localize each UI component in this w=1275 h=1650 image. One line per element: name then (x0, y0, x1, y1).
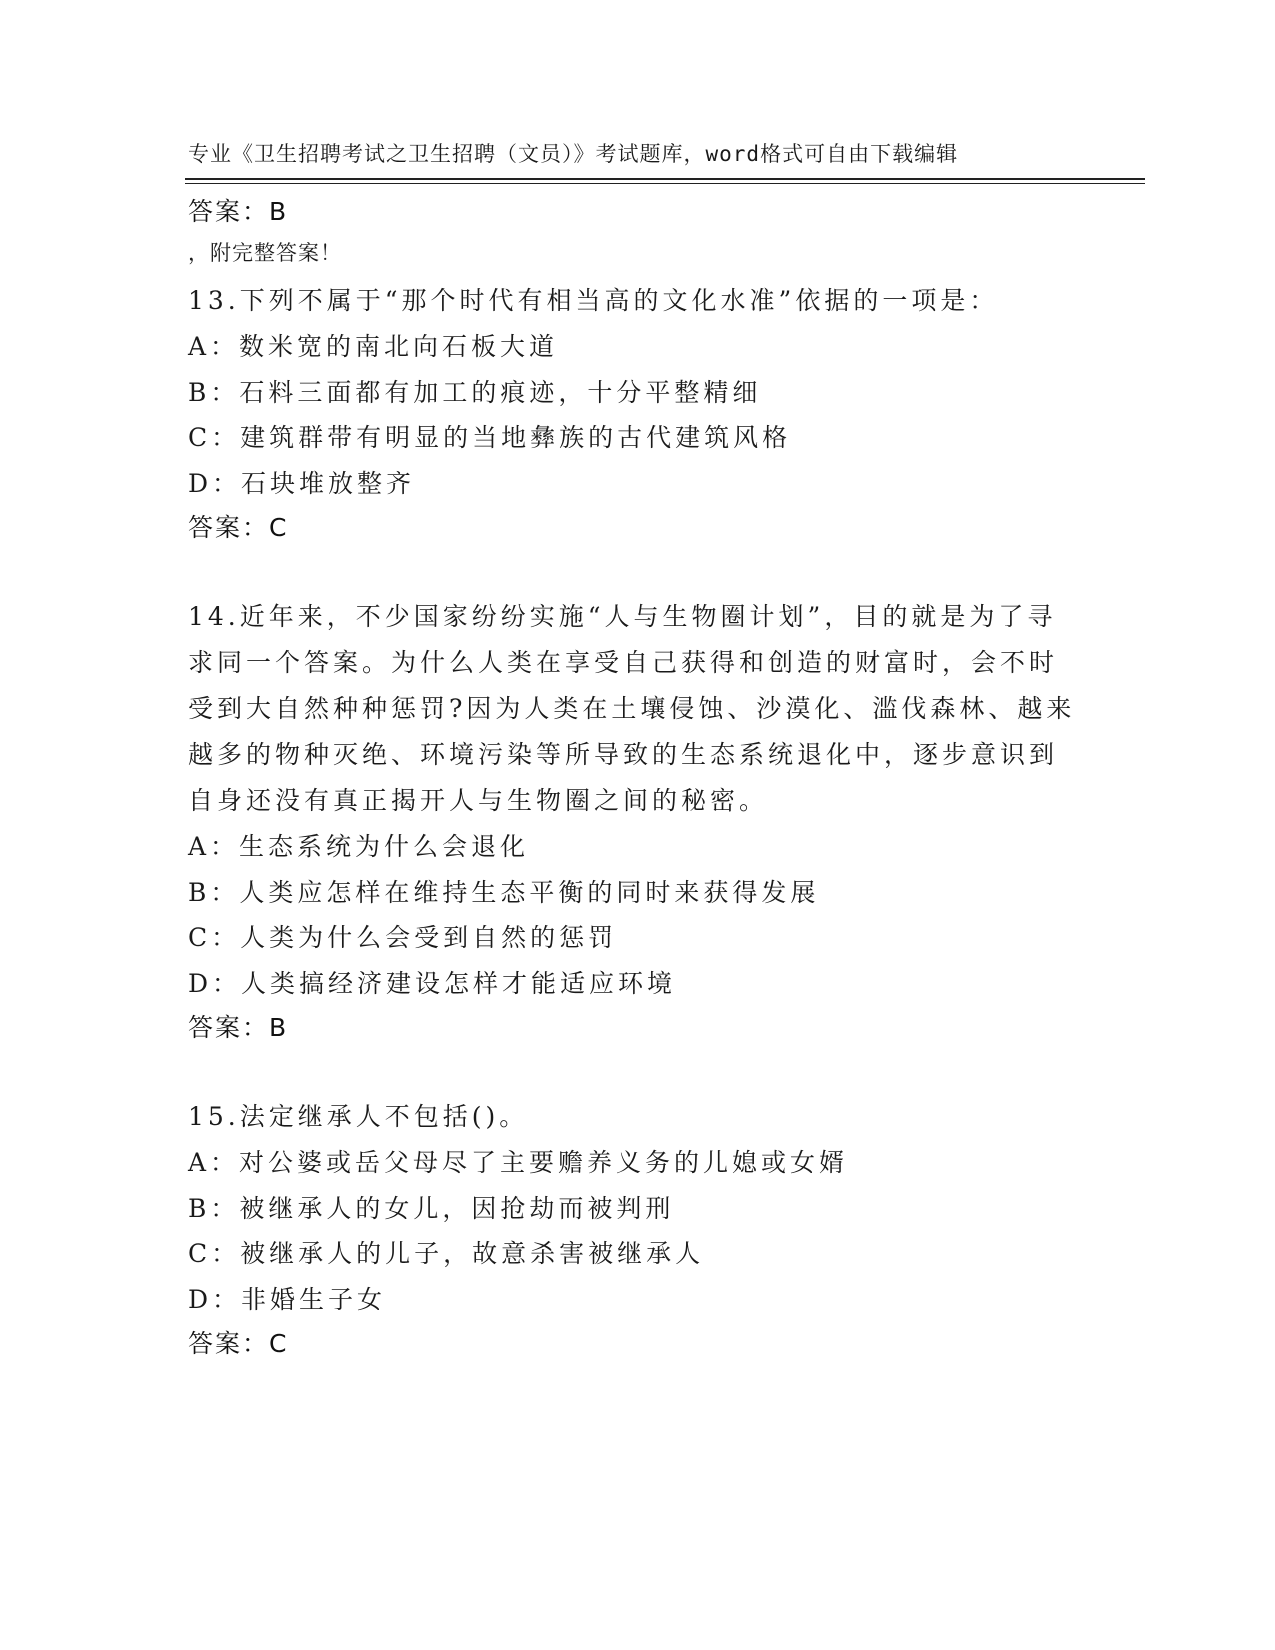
question-15-option-a: A：对公婆或岳父母尽了主要赡养义务的儿媳或女婿 (188, 1148, 849, 1177)
question-15 (188, 1094, 1088, 1366)
question-14-stem-line: 自身还没有真正揭开人与生物圈之间的秘密。 (188, 786, 769, 815)
document-body (188, 190, 1088, 1366)
question-14-option-a: A：生态系统为什么会退化 (188, 832, 530, 861)
question-13 (188, 278, 1088, 550)
question-14-option-d: D：人类搞经济建设怎样才能适应环境 (188, 968, 677, 998)
question-13-option-d: D：石块堆放整齐 (188, 468, 416, 498)
spacer (188, 234, 1088, 278)
question-14 (188, 594, 1088, 1050)
question-14-option-b: B：人类应怎样在维持生态平衡的同时来获得发展 (188, 877, 820, 907)
question-15-option-b: B：被继承人的女儿，因抢劫而被判刑 (188, 1193, 675, 1223)
question-13-stem: 13.下列不属于“那个时代有相当高的文化水准”依据的一项是： (188, 286, 999, 315)
question-15-answer: 答案：C (188, 1329, 289, 1358)
question-14-stem-line: 14.近年来，不少国家纷纷实施“人与生物圈计划”，目的就是为了寻 (188, 602, 1057, 631)
header-line-2: ，附完整答案！ (188, 241, 342, 265)
question-13-option-c: C：建筑群带有明显的当地彝族的古代建筑风格 (188, 423, 792, 452)
header-line-1: 专业《卫生招聘考试之卫生招聘（文员）》考试题库，word格式可自由下载编辑 (188, 142, 959, 166)
question-15-option-c: C：被继承人的儿子，故意杀害被继承人 (188, 1239, 705, 1268)
spacer (188, 1050, 1088, 1094)
question-13-option-a: A：数米宽的南北向石板大道 (188, 332, 559, 361)
question-13-answer: 答案：C (188, 513, 289, 542)
spacer (188, 550, 1088, 594)
question-14-stem-line: 受到大自然种种惩罚?因为人类在土壤侵蚀、沙漠化、滥伐森林、越来 (188, 694, 1076, 723)
question-14-option-c: C：人类为什么会受到自然的惩罚 (188, 923, 618, 952)
header-rule-thick (185, 178, 1145, 180)
header-rule-thin (185, 183, 1145, 184)
question-15-option-d: D：非婚生子女 (188, 1284, 387, 1314)
question-15-stem: 15.法定继承人不包括()。 (188, 1102, 529, 1131)
question-14-answer: 答案：B (188, 1013, 289, 1042)
question-13-option-b: B：石料三面都有加工的痕迹，十分平整精细 (188, 377, 762, 407)
question-14-stem-line: 越多的物种灭绝、环境污染等所导致的生态系统退化中，逐步意识到 (188, 740, 1059, 769)
answer-previous: 答案：B (188, 197, 289, 226)
question-14-stem-line: 求同一个答案。为什么人类在享受自己获得和创造的财富时，会不时 (188, 648, 1059, 677)
